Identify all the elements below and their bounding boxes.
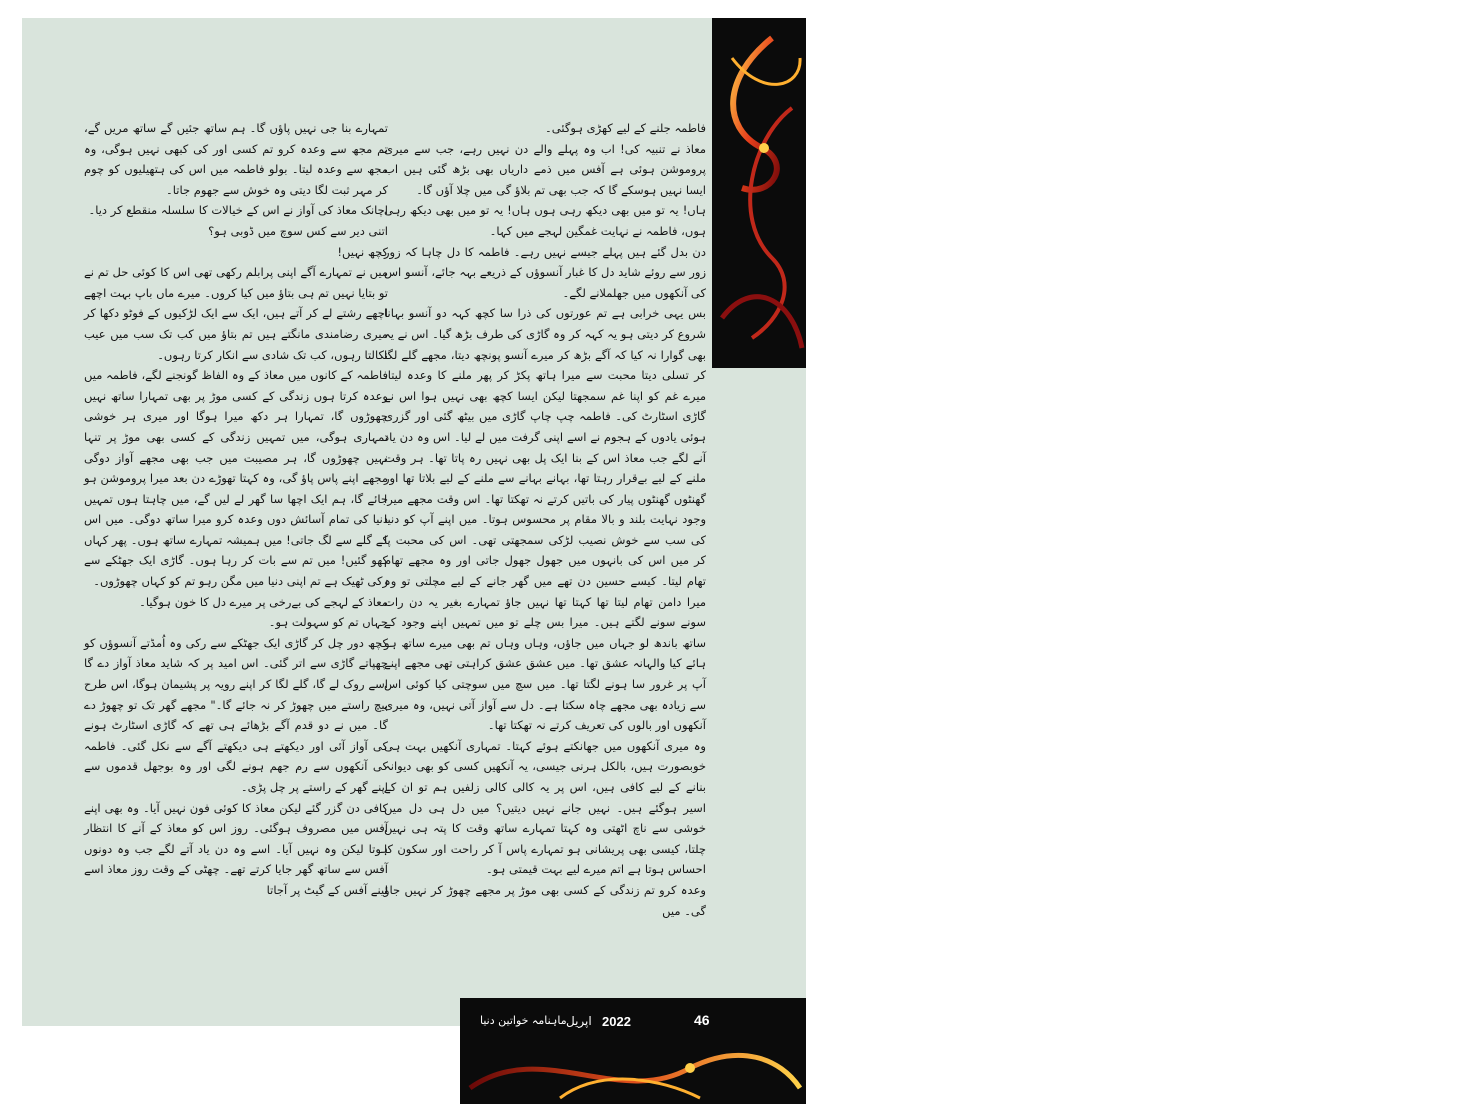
paragraph: وہ میری آنکھوں میں جھانکتے ہوئے کہتا۔ تمہاری آنکھیں بہت ہی خوبصورت ہیں، بالکل ہرنی جیسی، یہ آنکھیں کسی کو بھی دیوانہ بنانے کے لیے کافی ہیں، اس پر یہ کالی کالی زلفیں ہم تو ان کے اسیر ہوگئے ہیں۔ نہیں جانے نہیں دیتیں؟ میں دل ہی دل میں خوشی سے ناچ اٹھتی وہ کہتا تمہارے ساتھ وقت کا پتہ ہی نہیں چلتا، کیسی بھی پریشانی ہو تمہارے پاس آ کر راحت اور سکون کا احساس ہوتا ہے اتم میرے لیے بہت قیمتی ہو۔ [384,738,706,877]
magazine-title: ماہنامہ خواتین دنیا [480,1014,567,1027]
paragraph: دن بدل گئے ہیں پہلے جیسے نہیں رہے۔ فاطمہ کا دل چاہا کہ زور زور سے روئے شاید دل کا غبار آنسوؤں کے ذریعے بہہ جائے، آنسو اس کی آنکھوں میں جھلملانے لگے۔ [384,244,706,300]
text-column-left [84,118,388,901]
paragraph: کافی دن گزر گئے لیکن معاذ کا کوئی فون نہیں آیا۔ وہ بھی اپنے آفس میں مصروف ہوگئی۔ روز اس کو معاذ کے آنے کا انتظار ہوتا لیکن وہ نہیں آیا۔ اسے وہ دن یاد آتے لگے جب وہ دونوں آفس سے ساتھ گھر جایا کرتے تھے۔ چھٹی کے وقت روز معاذ اسے لینے آفس کے گیٹ پر آجاتا [84,800,388,897]
paragraph: کچھ دور چل کر گاڑی ایک جھٹکے سے رکی وہ اُمڈتے آنسوؤں کو چھپاتے گاڑی سے اتر گئی۔ اس امید پر کہ شاید معاذ آواز دے گا اسے روک لے گا، گلے لگا کر اپنے رویہ پر پشیمان ہوگا، اس طرح بیچ راستے میں چھوڑ کر نہ جائے گا۔" مجھے گھر تک تو چھوڑ دے گا۔ میں نے دو قدم آگے بڑھائے ہی تھے کہ گاڑی اسٹارٹ ہونے کی آواز آئی اور دیکھتے ہی دیکھتے آگے سے نکل گئی۔ فاطمہ کی آنکھوں سے رم جھم ہونے لگی اور وہ بوجھل قدموں سے اپنے گھر کے راستے پر چل پڑی۔ [84,635,388,794]
swirl-ornament-icon [712,18,806,368]
paragraph: معاذ کے لہجے کی بےرخی پر میرے دل کا خون ہوگیا۔ [139,594,388,609]
paragraph: تمہارے بنا جی نہیں پاؤں گا۔ ہم ساتھ جئیں گے ساتھ مریں گے، تم مجھ سے وعدہ کرو تم کسی اور کی کبھی نہیں ہوگی، وہ مجھ سے وعدہ لیتا۔ بولو فاطمہ میں اس کی ہتھیلیوں کو چوم کر مہر ثبت لگا دیتی وہ خوش سے جھوم جاتا۔ [84,121,388,197]
paragraph: اتنی دیر سے کس سوچ میں ڈوبی ہو؟ [208,223,388,238]
paragraph: میں نے تمہارے آگے اپنی پرابلم رکھی تھی اس کا کوئی حل تم نے تو بتایا نہیں تم ہی بتاؤ میں کیا کروں۔ میرے ماں باپ بہت اچھے اچھے رشتے لے کر آتے ہیں، ایک سے ایک لڑکیوں کے فوٹو دکھا کر میری رضامندی مانگتے ہیں تم بتاؤ میں کب تک سب میں عیب نکالتا رہوں، کب تک شادی سے انکار کرتا رہوں۔ [84,265,388,362]
paragraph: فاطمہ جلنے کے لیے کھڑی ہوگئی۔ [545,121,706,135]
paragraph: معاذ نے تنبیہ کی! اب وہ پہلے والے دن نہیں رہے، جب سے میری پروموشن ہوئی ہے آفس میں ذمے داریاں بھی بڑھ گئی ہیں اب ایسا نہیں ہوسکے گا کہ جب بھی تم بلاؤ گی میں چلا آؤں گا۔ [384,141,706,197]
paragraph: بس یہی خرابی ہے تم عورتوں کی ذرا سا کچھ کہہ دو آنسو بہانا شروع کر دیتی ہو یہ کہہ کر وہ گاڑی کی طرف بڑھ گیا۔ اس نے یہ بھی گوارا نہ کیا کہ آگے بڑھ کر میرے آنسو پونچھ دیتا، مجھے گلے لگا کر تسلی دیتا محبت سے میرا ہاتھ پکڑ کر پھر ملنے کا وعدہ لیتا، میرے غم کو اپنا غم سمجھتا لیکن ایسا کچھ بھی نہیں ہوا اس نے گاڑی اسٹارٹ کی۔ فاطمہ چپ چاپ گاڑی میں بیٹھ گئی اور گزری ہوئی یادوں کے ہجوم نے اسے اپنی گرفت میں لے لیا۔ اس وہ دن یاد آنے لگے جب معاذ اس کے بنا ایک پل بھی نہیں رہ پاتا تھا۔ ہر وقت ملنے کے لیے بےقرار رہتا تھا، بہانے بہانے سے ملنے کے لیے بلاتا تھا اور گھنٹوں گھنٹوں پیار کی باتیں کرتے نہ تھکتا تھا۔ اس وقت مجھے میرا وجود نہایت بلند و بالا مقام پر محسوس ہوتا۔ میں اپنے آپ کو دنیا کی سب سے خوش نصیب لڑکی سمجھتی تھی۔ اس کی محبت پا کر میں اس کی بانہوں میں جھول جھول جاتی اور وہ مجھے تھام تھام لیتا۔ کیسے حسین دن تھے میں گھر جانے کے لیے مچلتی تو وہ میرا دامن تھام لیتا تھا کہتا تھا نہیں جاؤ تمہارے بغیر یہ دن رات سونے سونے لگتے ہیں۔ میرا بس چلے تو میں تمہیں اپنے وجود کے ساتھ باندھ لو جہاں میں جاؤں، وہاں وہاں تم بھی میرے ساتھ ہو ہائے کیا والہانہ عشق تھا۔ میں عشق عشق کراہتی تھی مجھے اپنے آپ پر غرور سا ہونے لگتا تھا۔ میں سچ میں سوچتی کیا کوئی اس سے زیادہ بھی مجھے چاہ سکتا ہے۔ دل سے آواز آتی نہیں، وہ میری آنکھوں اور بالوں کی تعریف کرتے نہ تھکتا تھا۔ [384,306,706,733]
decorative-swirl-banner [712,18,1484,368]
paragraph: وعدہ کرو تم زندگی کے کسی بھی موڑ پر مجھے چھوڑ کر نہیں جاؤ گی۔ میں [384,882,706,918]
issue-year: 2022 [602,1014,631,1029]
issue-month: اپریل [566,1014,592,1028]
paragraph: فاطمہ کے کانوں میں معاذ کے وہ الفاظ گونجنے لگے، فاطمہ میں وعدہ کرتا ہوں زندگی کے کسی موڑ پر بھی تمہارا ساتھ نہیں چھوڑوں گا، تمہارا ہر دکھ میرا ہوگا اور میری ہر خوشی تمہاری ہوگی، میں تمہیں زندگی کے کسی بھی موڑ پر تنہا نہیں چھوڑوں گا، ہر مصیبت میں جب بھی مجھے آواز دوگی مجھے اپنے پاس پاؤ گی، وہ کہتا تھوڑے دن بعد میرا پروموشن ہو جائے گا، ہم ایک اچھا سا گھر لے لیں گے، میں چاہتا ہوں تمہیں دنیا کی تمام آسائش دوں وعدہ کرو میرا ساتھ دوگی۔ میں اس کے گلے سے لگ جاتی! میں ہمیشہ تمہارے ساتھ ہوں۔ پھر کہاں کھو گئیں! میں تم سے بات کر رہا ہوں۔ گاڑی ایک جھٹکے سے رکی ٹھیک ہے تم اپنی دنیا میں مگن رہو تم کو کہاں چھوڑوں۔ [84,368,388,589]
paragraph: جہاں تم کو سہولت ہو۔ [268,615,388,630]
text-column-right [384,118,706,921]
paragraph: ہاں! یہ تو میں بھی دیکھ رہی ہوں ہاں! یہ تو میں بھی دیکھ رہی ہوں، فاطمہ نے نہایت غمگین لہجے میں کہا۔ [384,203,706,238]
paragraph: کچھ نہیں! [337,244,388,259]
paragraph: اچانک معاذ کی آواز نے اس کے خیالات کا سلسلہ منقطع کر دیا۔ [88,203,388,218]
section-label: کہانیاں [1468,223,1484,265]
page-number: 46 [694,1012,710,1028]
